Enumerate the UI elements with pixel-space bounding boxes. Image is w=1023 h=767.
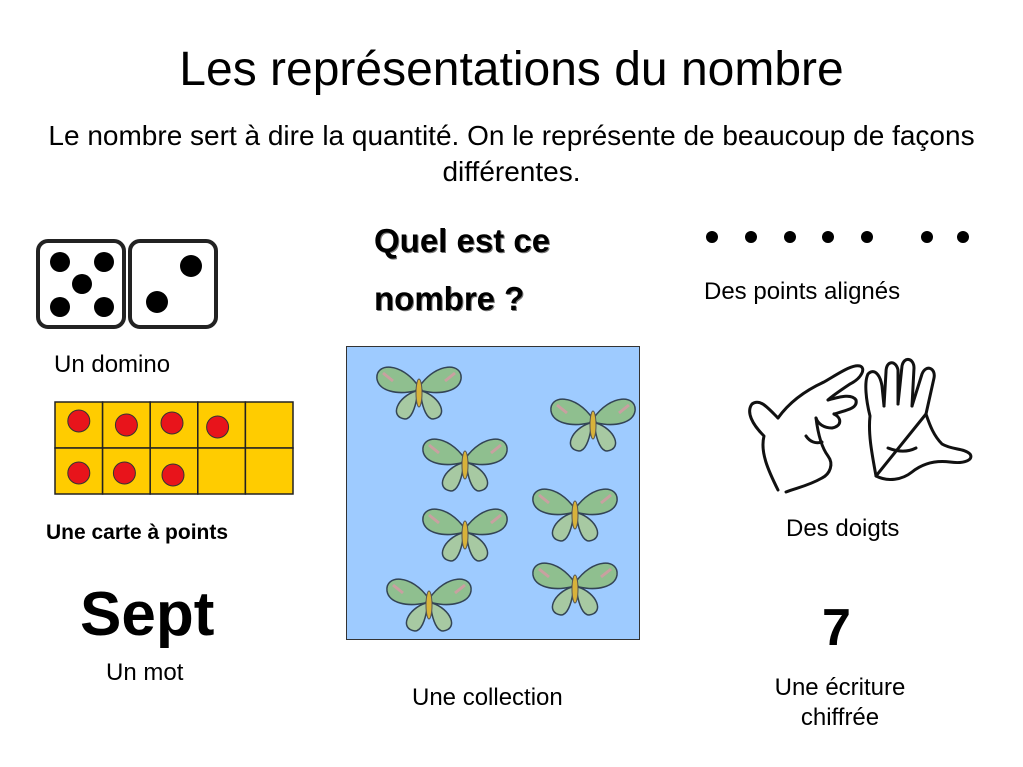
butterfly-collection [346,346,640,640]
card-cell [198,448,246,494]
dot [957,231,969,243]
card-dot [207,416,229,438]
die-two [130,241,216,327]
butterfly-icon [387,579,471,631]
hand-two-fingers-icon [750,366,863,492]
card-dot [162,464,184,486]
card-cell [245,402,293,448]
dot [784,231,796,243]
slide-subtitle: Le nombre sert à dire la quantité. On le représente de beaucoup de façons différentes. [48,120,975,187]
butterfly-icon [533,563,617,615]
aligned-dots [698,226,978,248]
dot [706,231,718,243]
number-word: Sept [80,580,215,649]
butterfly-icon [551,399,635,451]
butterfly-icon [423,509,507,561]
slide-title: Les représentations du nombre [179,43,844,96]
fingers-illustration [738,352,978,500]
card-dot [115,414,137,436]
points-card [54,401,294,495]
domino [36,238,220,330]
butterfly-icon [533,489,617,541]
aligned-dots-label: Des points alignés [704,278,901,305]
domino-label: Un domino [54,351,171,378]
dot [822,231,834,243]
card-dot [68,462,90,484]
collection-label: Une collection [412,684,563,711]
butterfly-icon [423,439,507,491]
question-text: Quel est ce nombre ? [374,222,551,317]
number-digit: 7 [822,599,851,657]
word-label: Un mot [106,659,184,686]
card-dot [113,462,135,484]
die-five [38,241,124,327]
butterfly-icon [377,367,461,419]
fingers-label: Des doigts [786,515,900,542]
dot [861,231,873,243]
card-dot [161,412,183,434]
dot [921,231,933,243]
card-cell [245,448,293,494]
digit-label: Une écriture chiffrée [774,674,906,731]
open-hand-icon [866,359,971,479]
card-dot [68,410,90,432]
dot [745,231,757,243]
points-card-label: Une carte à points [46,521,229,544]
